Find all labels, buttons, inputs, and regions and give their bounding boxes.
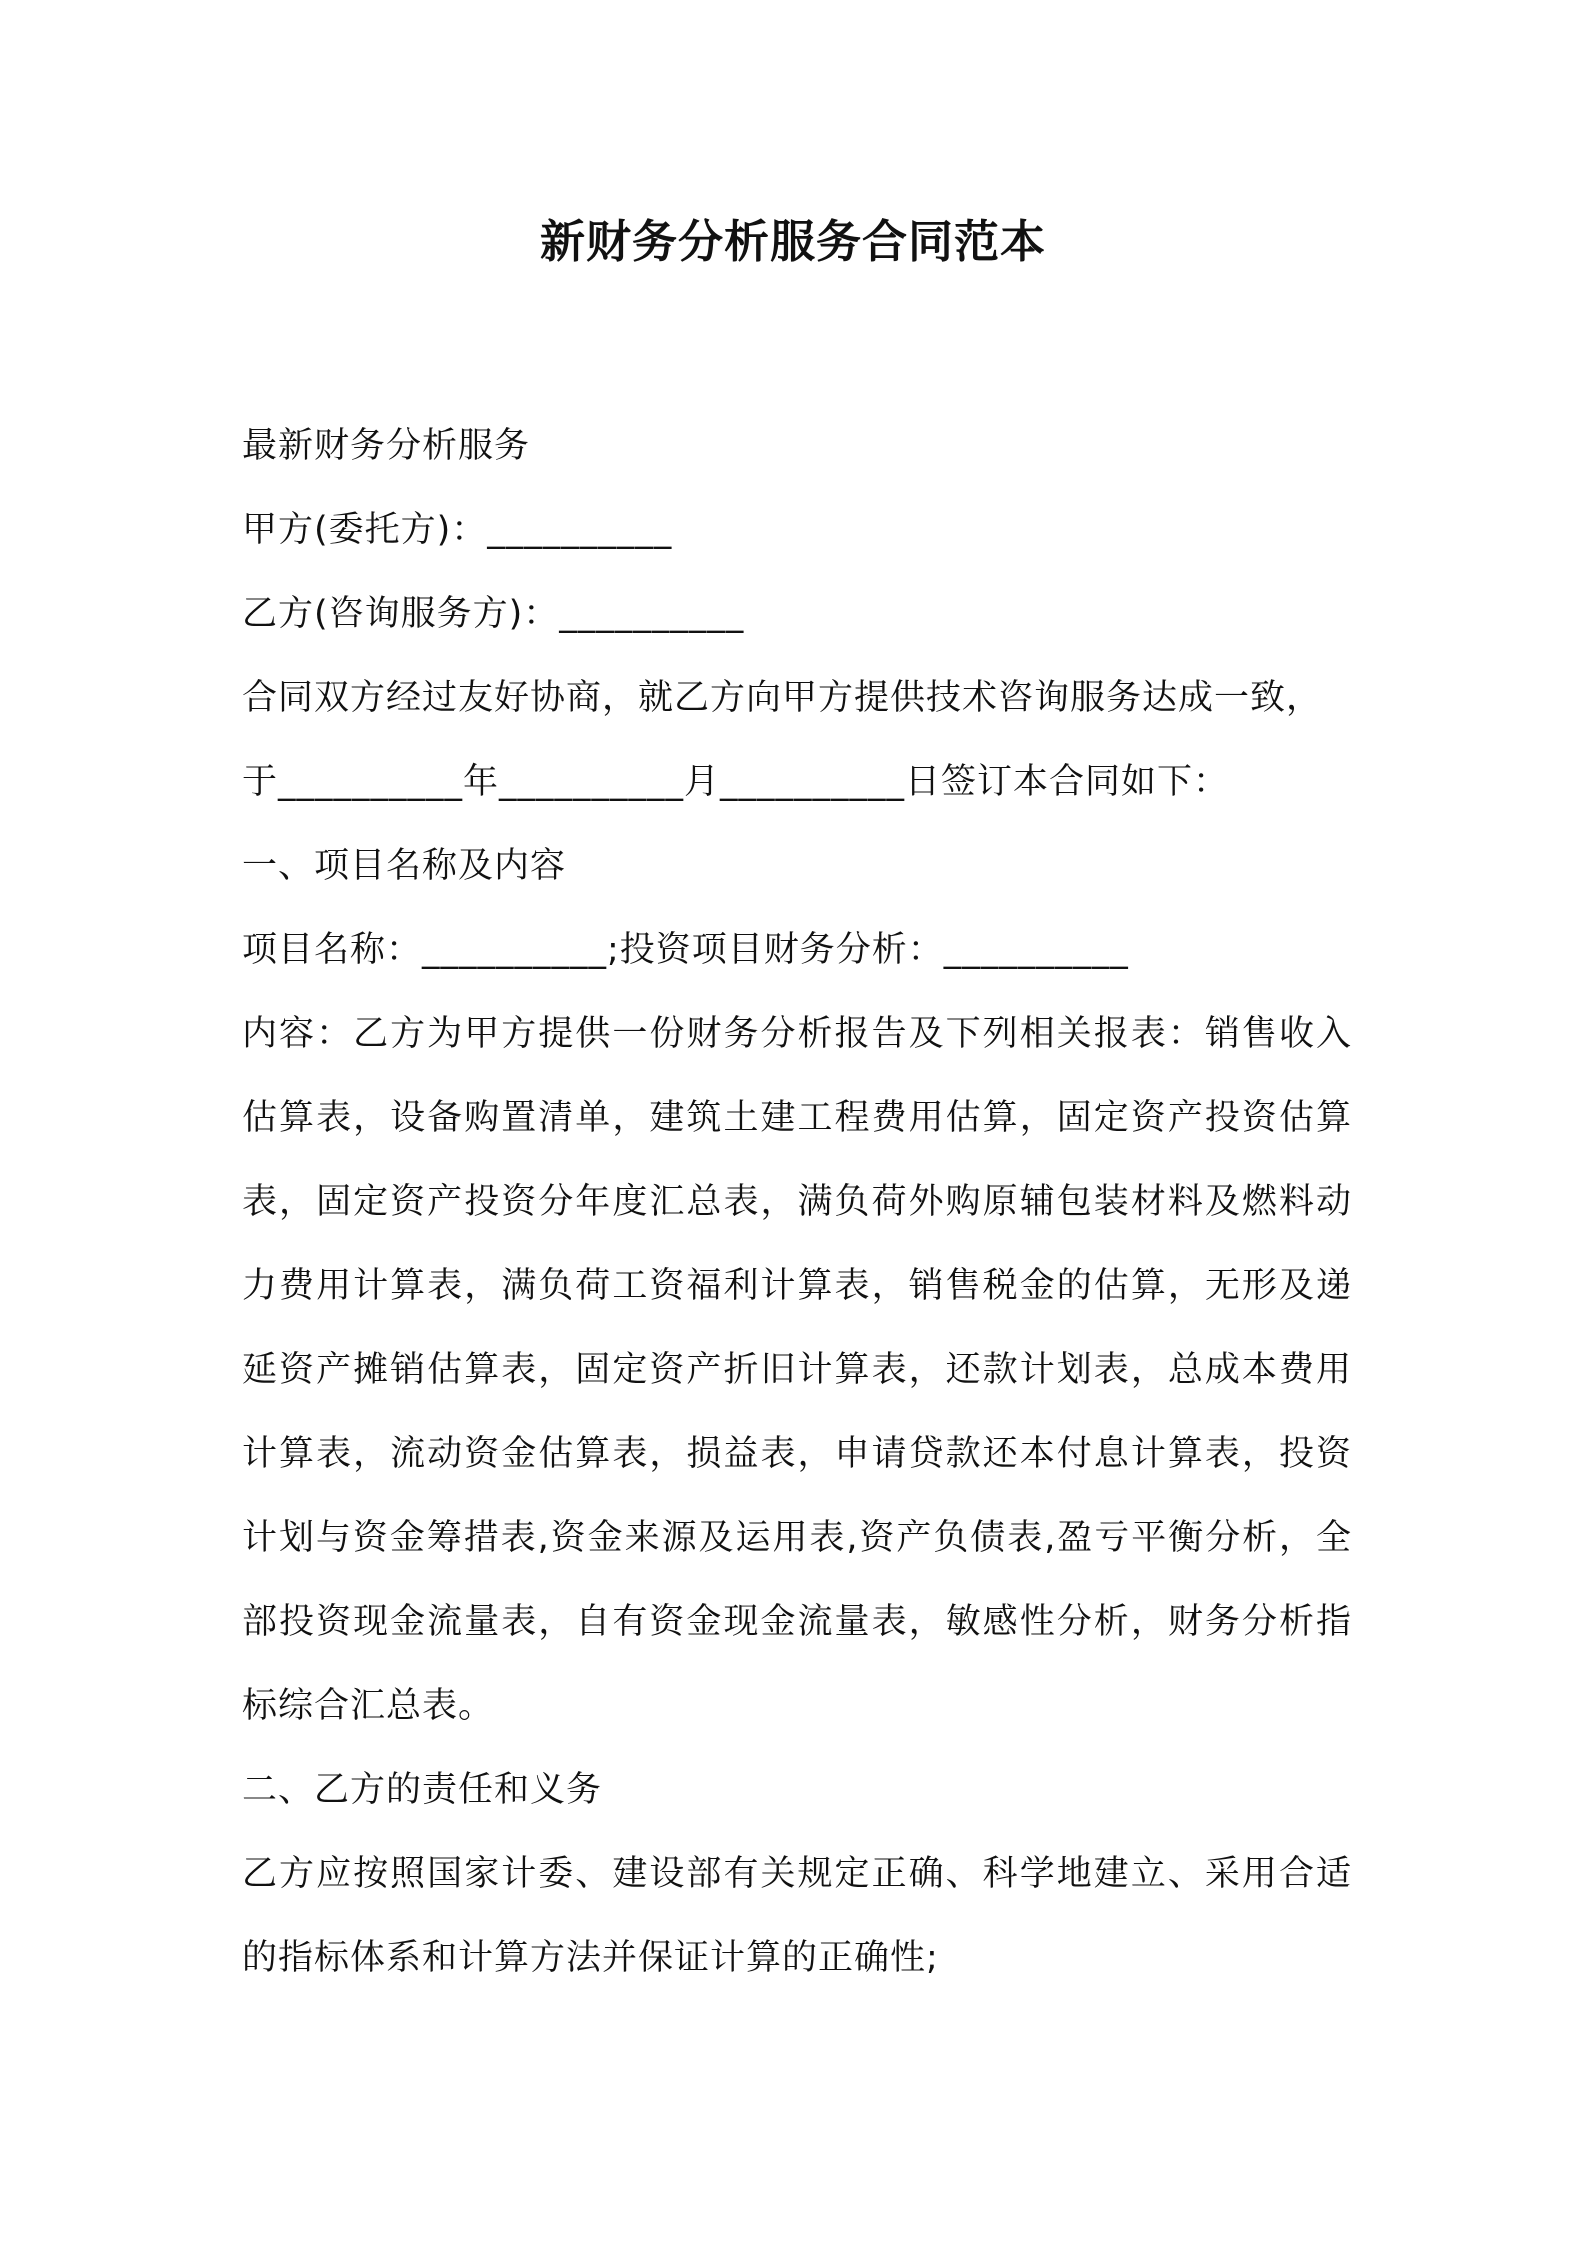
document-body	[242, 404, 1352, 2000]
intro-line-2: 于__________年__________月__________日签订本合同如下：	[242, 762, 1230, 802]
section-2-heading: 二、乙方的责任和义务	[242, 1770, 603, 1810]
document-title: 新财务分析服务合同范本	[539, 215, 1046, 268]
content-paragraph: 内容：乙方为甲方提供一份财务分析报告及下列相关报表：销售收入估算表，设备购置清单，建筑土建工程费用估算，固定资产投资估算表，固定资产投资分年度汇总表，满负荷外购原辅包装材料及燃料动力费用计算表，满负荷工资福利计算表，销售税金的估算，无形及递延资产摊销估算表，固定资产折旧计算表，还款计划表，总成本费用计算表，流动资金估算表，损益表，申请贷款还本付息计算表，投资计划与资金筹措表,资金来源及运用表,资产负债表,盈亏平衡分析，全部投资现金流量表，自有资金现金流量表，敏感性分析，财务分析指标综合汇总表。	[242, 1014, 1352, 1726]
intro-line-1: 合同双方经过友好协商，就乙方向甲方提供技术咨询服务达成一致，	[242, 678, 1323, 718]
party-b-line: 乙方(咨询服务方)：__________	[242, 594, 745, 634]
party-a-line: 甲方(委托方)：__________	[242, 510, 673, 550]
section-1-heading: 一、项目名称及内容	[242, 846, 567, 886]
project-name-line: 项目名称：__________;投资项目财务分析：__________	[242, 930, 1129, 970]
duty-paragraph-1: 乙方应按照国家计委、建设部有关规定正确、科学地建立、采用合适的指标体系和计算方法并保证计算的正确性;	[242, 1854, 1352, 1978]
subtitle-line: 最新财务分析服务	[242, 426, 531, 466]
